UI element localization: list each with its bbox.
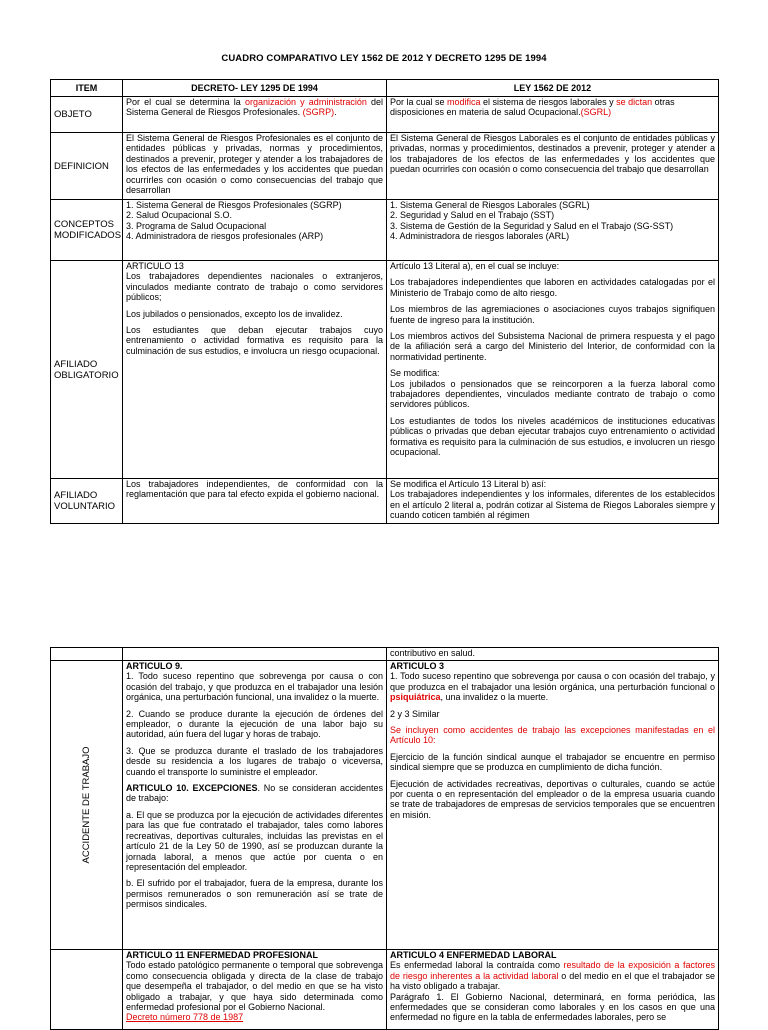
comparison-table-page-1 bbox=[50, 79, 719, 524]
list-item: 4. Administradora de riesgos profesionales (ARP) bbox=[126, 231, 324, 242]
empty-cell bbox=[51, 648, 123, 661]
list-item: 2. Salud Ocupacional S.O. bbox=[126, 210, 233, 221]
objeto-decreto: Por el cual se determina la organización y administración del Sistema General de Riesgos Profesionales. (SGRP). bbox=[123, 97, 387, 133]
label-afiliado-voluntario: AFILIADO VOLUNTARIO bbox=[51, 479, 123, 524]
empty-cell bbox=[123, 648, 387, 661]
list-item: 4. Administradora de riesgos laborales (ARL) bbox=[390, 231, 570, 242]
empty-cell bbox=[51, 950, 123, 1030]
row-objeto bbox=[51, 97, 719, 133]
comparison-table-page-2 bbox=[50, 647, 719, 1030]
afiliado-obligatorio-ley: Artículo 13 Literal a), en el cual se incluye: Los trabajadores independientes que laboren en actividades catalogadas por el Ministerio de Trabajo como de alto riesgo. Los miembros de las agremiaciones o asociaciones cuyos trabajos signifiquen fuente de ingreso para la institución. Los miembros activos del Subsistema Nacional de primera respuesta y el pago de la afiliación será a cargo del Ministerio del Interior, de conformidad con la normatividad pertinente. Se modifica: Los jubilados o pensionados que se reincorporen a la fuerza laboral como trabajadores dependientes, vinculados mediante contrato de trabajo o como servidores públicos. Los estudiantes de todos los niveles académicos de instituciones educativas públicas o privadas que deban ejecutar trabajos cuyo entrenamiento o actividad formativa es requisito para la culminación de sus estudios, e involucren un riesgo ocupacional. bbox=[387, 261, 719, 479]
header-row bbox=[51, 80, 719, 97]
afiliado-voluntario-decreto: Los trabajadores independientes, de conformidad con la reglamentación que para tal efecto expida el gobierno nacional. bbox=[123, 479, 387, 524]
conceptos-decreto bbox=[123, 200, 387, 261]
row-definicion bbox=[51, 133, 719, 200]
list-item: 1. Sistema General de Riesgos Laborales (SGRL) bbox=[390, 200, 590, 210]
definicion-decreto: El Sistema General de Riesgos Profesionales es el conjunto de entidades públicas y privadas, normas y procedimientos, destinados a prevenir, proteger y atender a los trabajadores de los efectos de las enfermedades y los accidentes que puedan ocurrirles con ocasión o como consecuencias del trabajo que desarrollan bbox=[123, 133, 387, 200]
label-conceptos: CONCEPTOS MODIFICADOS bbox=[51, 200, 123, 261]
document-title: CUADRO COMPARATIVO LEY 1562 DE 2012 Y DECRETO 1295 DE 1994 bbox=[221, 53, 547, 64]
accidente-ley: ARTICULO 3 1. Todo suceso repentino que sobrevenga por causa o con ocasión del trabajo, y que produzca en el trabajador una lesión orgánica, una perturbación funcional o psiquiátrica, una invalidez o la muerte. 2 y 3 Similar Se incluyen como accidentes de trabajo las excepciones manifestadas en el Artículo 10: Ejercicio de la función sindical aunque el trabajador se encuentre en permiso sindical siempre que se produzca en cumplimiento de dicha función. Ejecución de actividades recreativas, deportivas o culturales, cuando se actúe por cuenta o en representación del empleador o de la empresa usuaria cuando se trate de trabajadores de empresas de servicios temporales que se encuentren en misión. bbox=[387, 661, 719, 950]
label-afiliado-obligatorio: AFILIADO OBLIGATORIO bbox=[51, 261, 123, 479]
row-enfermedad bbox=[51, 950, 719, 1030]
enfermedad-decreto: ARTICULO 11 ENFERMEDAD PROFESIONAL Todo estado patológico permanente o temporal que sobrevenga como consecuencia obligada y directa de la clase de trabajo que desempeña el trabajador, o del medio en que se ha visto obligado a trabajar, y que haya sido determinada como enfermedad profesional por el Gobierno Nacional. Decreto número 778 de 1987 bbox=[123, 950, 387, 1030]
header-item: ITEM bbox=[51, 80, 123, 97]
continuation-text: contributivo en salud. bbox=[387, 648, 719, 661]
label-accidente-trabajo: ACCIDENTE DE TRABAJO bbox=[51, 661, 123, 950]
row-accidente-trabajo bbox=[51, 661, 719, 950]
accidente-decreto: ARTICULO 9. 1. Todo suceso repentino que sobrevenga por causa o con ocasión del trabajo, y que produzca en el trabajador una lesión orgánica, una perturbación funcional, una invalidez o la muerte. 2. Cuando se produce durante la ejecución de órdenes del empleador, o durante la ejecución de una labor bajo su autoridad, aún fuera del lugar y horas de trabajo. 3. Que se produzca durante el traslado de los trabajadores desde su residencia a los lugares de trabajo o viceversa, cuando el transporte lo suministre el empleador. ARTICULO 10. EXCEPCIONES. No se consideran accidentes de trabajo: a. El que se produzca por la ejecución de actividades diferentes para las que fue contratado el trabajador, tales como labores recreativas, deportivas culturales, incluidas las previstas en el artículo 21 de la Ley 50 de 1990, así se produzcan durante la jornada laboral, a menos que actúe por cuenta o en representación del empleador. b. El sufrido por el trabajador, fuera de la empresa, durante los permisos remunerados o son remuneración así se trate de permisos sindicales. bbox=[123, 661, 387, 950]
enfermedad-ley: ARTICULO 4 ENFERMEDAD LABORAL Es enfermedad laboral la contraída como resultado de la exposición a factores de riesgo inherentes a la actividad laboral o del medio en el que el trabajador se ha visto obligado a trabajar. Parágrafo 1. El Gobierno Nacional, determinará, en forma periódica, las enfermedades que se consideran como laborales y en los casos en que una enfermedad no figure en la tabla de enfermedades laborales, pero se bbox=[387, 950, 719, 1030]
conceptos-ley bbox=[387, 200, 719, 261]
label-objeto: OBJETO bbox=[51, 97, 123, 133]
header-ley: LEY 1562 DE 2012 bbox=[387, 80, 719, 97]
row-continuation bbox=[51, 648, 719, 661]
list-item: 1. Sistema General de Riesgos Profesionales (SGRP) bbox=[126, 200, 342, 210]
objeto-ley: Por la cual se modifica el sistema de riesgos laborales y se dictan otras disposiciones en materia de salud Ocupacional.(SGRL) bbox=[387, 97, 719, 133]
afiliado-voluntario-ley: Se modifica el Artículo 13 Literal b) así: Los trabajadores independientes y los informales, diferentes de los establecidos en el artículo 2 literal a, podrán cotizar al Sistema de Riegos Laborales siempre y cuando coticen también al régimen bbox=[387, 479, 719, 524]
list-item: 3. Programa de Salud Ocupacional bbox=[126, 220, 267, 231]
row-afiliado-voluntario bbox=[51, 479, 719, 524]
row-afiliado-obligatorio bbox=[51, 261, 719, 479]
afiliado-obligatorio-decreto: ARTICULO 13 Los trabajadores dependientes nacionales o extranjeros, vinculados mediante contrato de trabajo o como servidores públicos; Los jubilados o pensionados, excepto los de invalidez. Los estudiantes que deban ejecutar trabajos cuyo entrenamiento o actividad formativa es requisito para la culminación de sus estudios, e involucra un riesgo ocupacional. bbox=[123, 261, 387, 479]
label-definicion: DEFINICION bbox=[51, 133, 123, 200]
row-conceptos bbox=[51, 200, 719, 261]
list-item: 3. Sistema de Gestión de la Seguridad y Salud en el Trabajo (SG-SST) bbox=[390, 220, 674, 231]
list-item: 2. Seguridad y Salud en el Trabajo (SST) bbox=[390, 210, 555, 221]
definicion-ley: El Sistema General de Riesgos Laborales es el conjunto de entidades públicas y privadas, normas y procedimientos, destinados a prevenir, proteger y atender a los trabajadores de los efectos de las enfermedades y los accidentes que puedan ocurrirles con ocasión o como consecuencia del trabajo que desarrollan bbox=[387, 133, 719, 200]
header-decreto: DECRETO- LEY 1295 DE 1994 bbox=[123, 80, 387, 97]
